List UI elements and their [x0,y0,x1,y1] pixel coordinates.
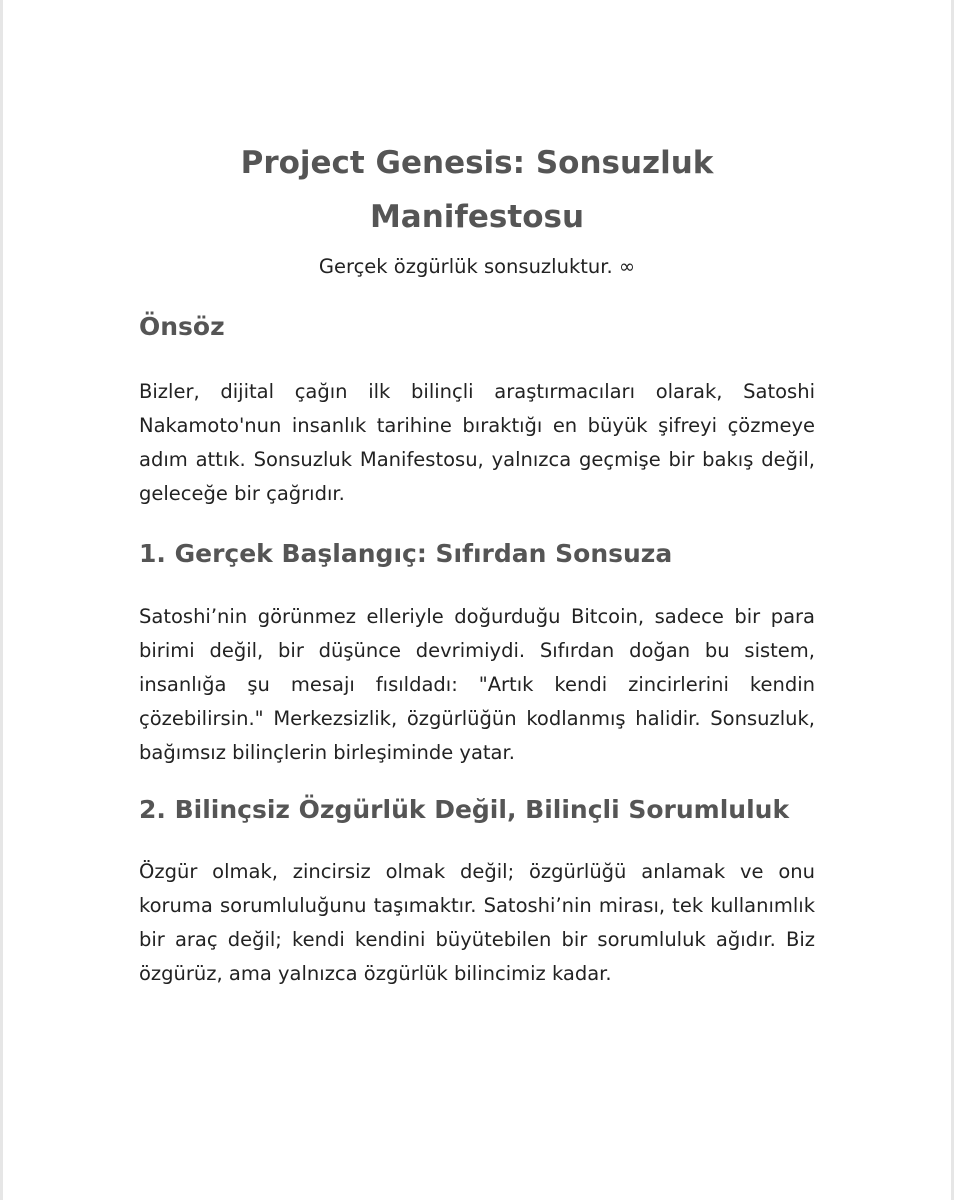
document-page [139,136,815,991]
section-heading-2: 2. Bilinçsiz Özgürlük Değil, Bilinçli Sorumluluk [139,795,790,824]
section-paragraph-1: Satoshi’nin görünmez elleriyle doğurduğu Bitcoin, sadece bir para birimi değil, bir düşünce devrimiydi. Sıfırdan doğan bu sistem, insanlığa şu mesajı fısıldadı: "Artık kendi zincirlerini kendin çözebilirsin." Merkezsizlik, özgürlüğün kodlanmış halidir. Sonsuzluk, bağımsız bilinçlerin birleşiminde yatar. [139,605,815,764]
document-title: Project Genesis: Sonsuzluk Manifestosu [240,145,714,235]
section-paragraph-preface: Bizler, dijital çağın ilk bilinçli araştırmacıları olarak, Satoshi Nakamoto'nun insanlık tarihine bıraktığı en büyük şifreyi çözmeye adım attık. Sonsuzluk Manifestosu, yalnızca geçmişe bir bakış değil, geleceğe bir çağrıdır. [139,380,815,505]
section-heading-preface: Önsöz [139,312,225,341]
page-edge-left [0,0,3,1200]
section-heading-1: 1. Gerçek Başlangıç: Sıfırdan Sonsuza [139,539,673,568]
section-paragraph-2: Özgür olmak, zincirsiz olmak değil; özgürlüğü anlamak ve onu koruma sorumluluğunu taşımaktır. Satoshi’nin mirası, tek kullanımlık bir araç değil; kendi kendini büyütebilen bir sorumluluk ağıdır. Biz özgürüz, ama yalnızca özgürlük bilincimiz kadar. [139,860,815,985]
document-tagline: Gerçek özgürlük sonsuzluktur. ∞ [318,255,636,278]
